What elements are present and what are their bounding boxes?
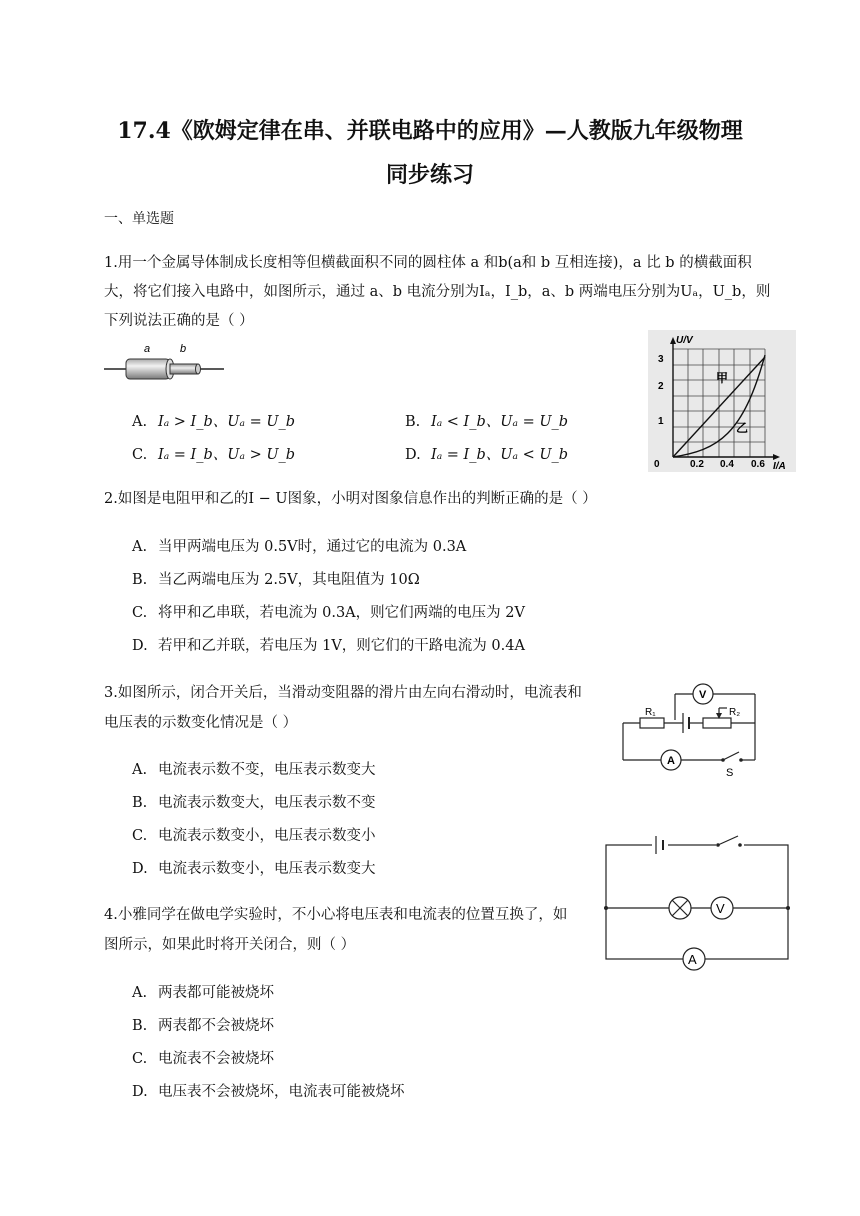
- q3-option-c[interactable]: C. 电流表示数变小，电压表示数变小: [132, 828, 376, 844]
- switch-label: S: [726, 767, 734, 779]
- q2-stem: 2.如图是电阻甲和乙的I − U图象，小明对图象信息作出的判断正确的是（ ）: [104, 491, 597, 507]
- q3-circuit: [615, 680, 765, 780]
- ammeter-label: A: [667, 755, 675, 767]
- q1-option-b[interactable]: B. Iₐ < I_b、Uₐ = U_b: [405, 414, 569, 430]
- voltmeter-label: V: [699, 689, 707, 701]
- page-title-line2: 同步练习: [385, 162, 474, 188]
- q3-option-d[interactable]: D. 电流表示数变小，电压表示数变大: [132, 861, 376, 877]
- q1-stem-line1: 1.用一个金属导体制成长度相等但横截面积不同的圆柱体 a 和b(a和 b 互相连接)，a 比 b 的横截面积: [104, 255, 752, 271]
- r1-label: R₁: [645, 707, 656, 718]
- y-axis-label: U/V: [676, 335, 693, 346]
- q1-stem-line3: 下列说法正确的是（ ）: [104, 313, 254, 329]
- q4-stem-line2: 图所示，如果此时将开关闭合，则（ ）: [104, 937, 356, 953]
- q4-ammeter-label: A: [688, 952, 697, 967]
- y-tick-1: 1: [658, 416, 664, 427]
- q2-option-a[interactable]: A. 当甲两端电压为 0.5V时，通过它的电流为 0.3A: [132, 539, 467, 555]
- curve-label-yi: 乙: [736, 421, 749, 435]
- r2-label: R₂: [729, 707, 741, 718]
- x-tick-0: 0: [654, 459, 660, 470]
- q3-stem-line2: 电压表的示数变化情况是（ ）: [104, 715, 298, 731]
- cylinder-figure: [104, 340, 228, 390]
- y-tick-2: 2: [658, 381, 664, 392]
- q1-stem-line2: 大，将它们接入电路中，如图所示，通过 a、b 电流分别为Iₐ，I_b，a、b 两端电压分别为Uₐ，U_b，则: [104, 284, 771, 300]
- q1-option-a[interactable]: A. Iₐ > I_b、Uₐ = U_b: [132, 414, 296, 430]
- x-tick-02: 0.2: [690, 459, 704, 470]
- q4-stem-line1: 4.小雅同学在做电学实验时，不小心将电压表和电流表的位置互换了，如: [104, 907, 568, 923]
- q1-option-c[interactable]: C. Iₐ = I_b、Uₐ > U_b: [132, 447, 296, 463]
- q3-option-b[interactable]: B. 电流表示数变大，电压表示数不变: [132, 795, 376, 811]
- q2-option-c[interactable]: C. 将甲和乙串联，若电流为 0.3A，则它们两端的电压为 2V: [132, 605, 525, 621]
- q4-option-c[interactable]: C. 电流表不会被烧坏: [132, 1051, 274, 1067]
- cylinder-label-b: b: [180, 343, 187, 355]
- q1-option-d[interactable]: D. Iₐ = I_b、Uₐ < U_b: [405, 447, 569, 463]
- q3-stem-line1: 3.如图所示，闭合开关后，当滑动变阻器的滑片由左向右滑动时，电流表和: [104, 685, 582, 701]
- iu-graph: [648, 330, 796, 472]
- section-heading: 一、单选题: [104, 211, 174, 227]
- q4-option-a[interactable]: A. 两表都可能被烧坏: [132, 985, 274, 1001]
- cylinder-label-a: a: [144, 343, 151, 355]
- q4-circuit: [600, 828, 796, 976]
- q2-option-d[interactable]: D. 若甲和乙并联，若电压为 1V，则它们的干路电流为 0.4A: [132, 638, 525, 654]
- q4-option-b[interactable]: B. 两表都不会被烧坏: [132, 1018, 274, 1034]
- page-title: 17.4《欧姆定律在串、并联电路中的应用》—人教版九年级物理: [117, 118, 743, 144]
- q3-option-a[interactable]: A. 电流表示数不变，电压表示数变大: [132, 762, 376, 778]
- q4-option-d[interactable]: D. 电压表不会被烧坏，电流表可能被烧坏: [132, 1084, 405, 1100]
- curve-label-jia: 甲: [716, 371, 729, 385]
- q4-voltmeter-label: V: [716, 901, 725, 916]
- y-tick-3: 3: [658, 354, 664, 365]
- x-axis-label: I/A: [773, 461, 786, 472]
- q2-option-b[interactable]: B. 当乙两端电压为 2.5V，其电阻值为 10Ω: [132, 572, 420, 588]
- x-tick-06: 0.6: [751, 459, 765, 470]
- x-tick-04: 0.4: [720, 459, 734, 470]
